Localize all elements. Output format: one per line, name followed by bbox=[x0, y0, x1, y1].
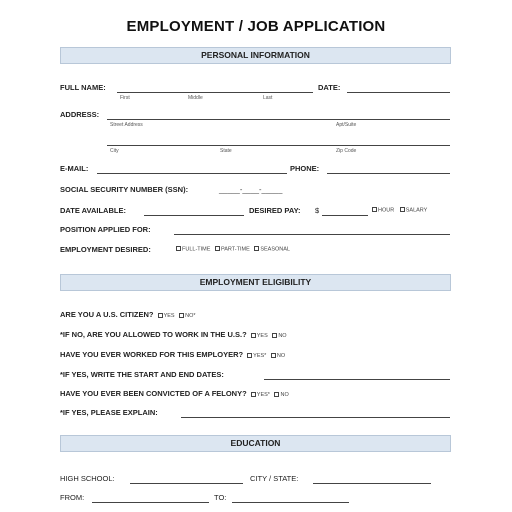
felony-question-text: HAVE YOU EVER BEEN CONVICTED OF A FELONY? bbox=[60, 389, 247, 398]
phone-label: PHONE: bbox=[290, 164, 320, 173]
prior-employer-yes-label: YES* bbox=[253, 353, 267, 359]
high-school-field[interactable] bbox=[130, 483, 243, 484]
full-name-label: FULL NAME: bbox=[60, 83, 106, 92]
position-label: POSITION APPLIED FOR: bbox=[60, 225, 151, 234]
salary-checkbox[interactable] bbox=[400, 207, 405, 212]
first-name-hint: First bbox=[120, 95, 130, 101]
citizen-question-text: ARE YOU A U.S. CITIZEN? bbox=[60, 310, 154, 319]
employment-desired-label: EMPLOYMENT DESIRED: bbox=[60, 245, 151, 254]
date-field[interactable] bbox=[347, 92, 450, 93]
work-auth-no-checkbox[interactable] bbox=[272, 333, 277, 338]
ssn-field[interactable]: _____-____-_____ bbox=[219, 185, 283, 194]
work-authorization-question bbox=[60, 330, 287, 339]
to-field[interactable] bbox=[232, 502, 349, 503]
state-hint: State bbox=[220, 148, 232, 154]
city-state-zip-field[interactable] bbox=[107, 145, 450, 146]
email-label: E-MAIL: bbox=[60, 164, 89, 173]
street-address-field[interactable] bbox=[107, 119, 450, 120]
apt-suite-hint: Apt/Suite bbox=[336, 122, 357, 128]
full-time-label: FULL-TIME bbox=[182, 246, 211, 253]
prior-employer-question bbox=[60, 350, 285, 359]
salary-option-label: SALARY bbox=[405, 207, 428, 214]
address-label: ADDRESS: bbox=[60, 110, 100, 119]
citizen-no-label: NO* bbox=[185, 313, 196, 319]
dollar-sign: $ bbox=[315, 206, 320, 215]
desired-pay-field[interactable] bbox=[322, 215, 368, 216]
section-header-eligibility: EMPLOYMENT ELIGIBILITY bbox=[60, 274, 451, 291]
work-authorization-text: *IF NO, ARE YOU ALLOWED TO WORK IN THE U.S.? bbox=[60, 330, 247, 339]
last-name-hint: Last bbox=[263, 95, 273, 101]
seasonal-label: SEASONAL bbox=[260, 246, 290, 253]
middle-name-hint: Middle bbox=[188, 95, 203, 101]
prior-employer-yes-checkbox[interactable] bbox=[247, 353, 252, 358]
date-available-field[interactable] bbox=[144, 215, 244, 216]
city-state-label: CITY / STATE: bbox=[250, 474, 299, 483]
ssn-label: SOCIAL SECURITY NUMBER (SSN): bbox=[60, 185, 189, 194]
email-field[interactable] bbox=[97, 173, 287, 174]
section-header-education: EDUCATION bbox=[60, 435, 451, 452]
high-school-label: HIGH SCHOOL: bbox=[60, 474, 115, 483]
felony-no-checkbox[interactable] bbox=[274, 392, 279, 397]
to-label: TO: bbox=[214, 493, 227, 502]
city-hint: City bbox=[110, 148, 119, 154]
employment-type-options bbox=[174, 246, 290, 252]
felony-question bbox=[60, 389, 289, 398]
phone-field[interactable] bbox=[327, 173, 450, 174]
work-auth-yes-label: YES bbox=[256, 333, 268, 339]
citizen-question bbox=[60, 310, 196, 319]
from-field[interactable] bbox=[92, 502, 209, 503]
date-available-label: DATE AVAILABLE: bbox=[60, 206, 126, 215]
seasonal-checkbox[interactable] bbox=[254, 246, 259, 251]
section-header-personal: PERSONAL INFORMATION bbox=[60, 47, 451, 64]
full-time-checkbox[interactable] bbox=[176, 246, 181, 251]
pay-type-options bbox=[370, 207, 427, 213]
hour-checkbox[interactable] bbox=[372, 207, 377, 212]
zip-code-hint: Zip Code bbox=[336, 148, 357, 154]
hour-option-label: HOUR bbox=[378, 207, 395, 214]
street-address-hint: Street Address bbox=[110, 122, 143, 128]
full-name-field[interactable] bbox=[117, 92, 313, 93]
city-state-field[interactable] bbox=[313, 483, 431, 484]
citizen-yes-label: YES bbox=[163, 313, 175, 319]
prior-employer-text: HAVE YOU EVER WORKED FOR THIS EMPLOYER? bbox=[60, 350, 244, 359]
start-end-dates-field[interactable] bbox=[264, 379, 450, 380]
citizen-yes-checkbox[interactable] bbox=[158, 313, 163, 318]
felony-no-label: NO bbox=[280, 392, 289, 398]
from-label: FROM: bbox=[60, 493, 85, 502]
felony-explain-label: *IF YES, PLEASE EXPLAIN: bbox=[60, 408, 158, 417]
part-time-label: PART-TIME bbox=[220, 246, 250, 253]
felony-explain-field[interactable] bbox=[181, 417, 450, 418]
start-end-dates-label: *IF YES, WRITE THE START AND END DATES: bbox=[60, 370, 224, 379]
work-auth-no-label: NO bbox=[278, 333, 287, 339]
citizen-no-checkbox[interactable] bbox=[179, 313, 184, 318]
prior-employer-no-checkbox[interactable] bbox=[271, 353, 276, 358]
part-time-checkbox[interactable] bbox=[215, 246, 220, 251]
date-label: DATE: bbox=[318, 83, 341, 92]
desired-pay-label: DESIRED PAY: bbox=[249, 206, 301, 215]
felony-yes-label: YES* bbox=[256, 392, 270, 398]
felony-yes-checkbox[interactable] bbox=[251, 392, 256, 397]
form-title: EMPLOYMENT / JOB APPLICATION bbox=[126, 18, 386, 35]
work-auth-yes-checkbox[interactable] bbox=[251, 333, 256, 338]
position-field[interactable] bbox=[174, 234, 450, 235]
prior-employer-no-label: NO bbox=[276, 353, 286, 359]
